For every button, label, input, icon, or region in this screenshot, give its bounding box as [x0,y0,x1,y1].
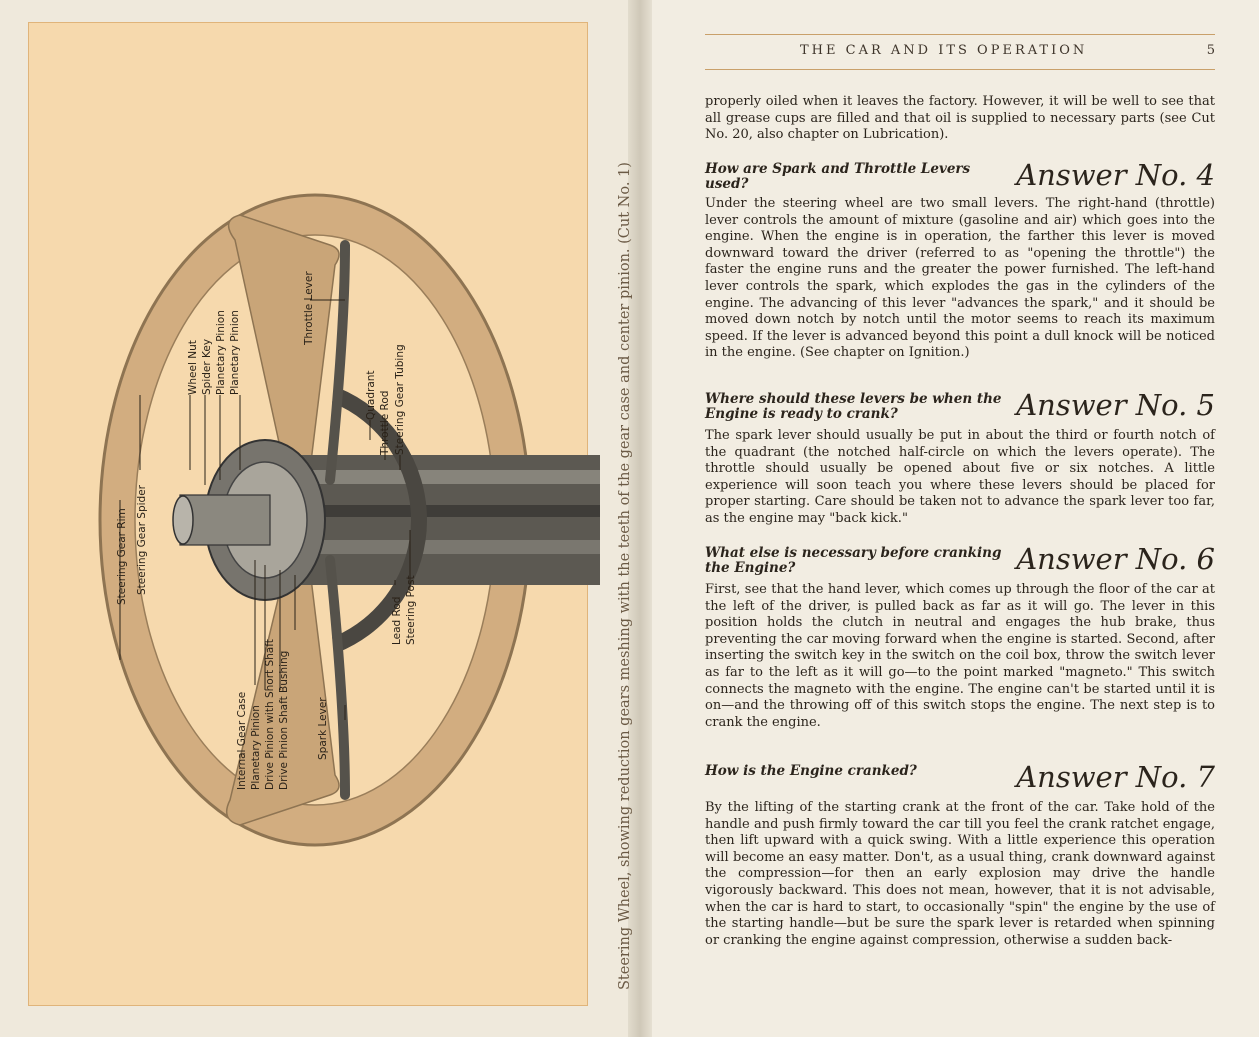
answer-text: Under the steering wheel are two small levers. The right-hand (throttle) lever controls the amount of mixture (gasoline and air) which goes into the engine. When the engine is in operation, the farther this lever is moved downward toward the driver (referred to as "opening the throttle") the faster the engine runs and the greater the power furnished. The left-hand lever controls the spark, which explodes the gas in the cylinders of the engine. The advancing of this lever "advances the spark," and it should be moved down notch by notch until the motor seems to reach its maximum speed. If the lever is advanced beyond this point a dull knock will be noticed in the engine. (See chapter on Ignition.) [705,196,1215,361]
answer-text: First, see that the hand lever, which comes up through the floor of the car at the left of the driver, is pulled back as far as it will go. The lever in this position holds the clutch in neutral and engages the hub brake, thus preventing the car moving forward when the engine is started. Second, after inserting the switch key in the switch on the coil box, throw the switch lever as far to the left as it will go—to the point marked "magneto." This switch connects the magneto with the engine. The engine can't be started until it is on—and the throwing off of this switch stops the engine. The next step is to crank the engine. [705,582,1215,730]
label-quadrant: Quadrant [365,370,377,420]
label-planetary-pinion: Planetary Pinion [250,705,262,790]
label-wheel-nut: Wheel Nut [187,340,199,395]
label-throttle-lever: Throttle Lever [303,271,315,345]
question-heading: Where should these levers be when the Engine is ready to crank? [705,391,1002,422]
label-planetary-pinion: Planetary Pinion [215,310,227,395]
question-block-4 [705,158,1215,194]
answer-label: Answer No. 5 [1016,388,1215,422]
label-spark-lever: Spark Lever [317,697,329,760]
wheel-nut [173,496,193,544]
answer-text: The spark lever should usually be put in about the third or fourth notch of the quadrant (the notched half-circle on which the levers operate). The throttle should usually be opened about five or six notches. A little experience will soon teach you where these levers should be placed for proper starting. Care should be taken not to advance the spark lever too far, as the engine may "back kick." [705,428,1215,526]
question-heading: What else is necessary before cranking the Engine? [705,545,1002,576]
answer-label: Answer No. 6 [1016,542,1215,576]
page-number: 5 [1206,43,1215,58]
answer-label: Answer No. 4 [1016,158,1215,192]
label-drive-pinion-short-shaft: Drive Pinion with Short Shaft [264,639,276,790]
question-block-6 [705,542,1215,578]
label-steering-gear-rim: Steering Gear Rim [116,508,128,605]
running-title: THE CAR AND ITS OPERATION [800,43,1088,58]
answer-label: Answer No. 7 [1016,760,1215,794]
figure-caption: Steering Wheel, showing reduction gears meshing with the teeth of the gear case and center pinion. (Cut No. 1) [617,162,633,990]
label-steering-gear-tubing: Steering Gear Tubing [394,344,406,455]
question-block-7 [705,760,1215,796]
answer-text: By the lifting of the starting crank at the front of the car. Take hold of the handle and push firmly toward the car till you feel the crank ratchet engage, then lift upward with a quick swing. With a little experience this operation will become an easy matter. Don't, as a usual thing, crank downward against the compression—for then an early explosion may drive the handle vigorously backward. This does not mean, however, that it is not advisable, when the car is hard to start, to occasionally "spin" the engine by the use of the starting handle—but be sure the spark lever is retarded when spinning or cranking the engine against compression, otherwise a sudden back- [705,800,1215,948]
running-header [705,34,1215,70]
label-throttle-rod: Throttle Rod [379,390,391,455]
question-heading: How are Spark and Throttle Levers used? [705,161,971,192]
intro-paragraph: properly oiled when it leaves the factory. However, it will be well to see that all grease cups are filled and that oil is supplied to necessary parts (see Cut No. 20, also chapter on Lubrication). [705,94,1215,143]
label-planetary-pinion: Planetary Pinion [229,310,241,395]
question-block-5 [705,388,1215,424]
label-steering-gear-spider: Steering Gear Spider [136,485,148,595]
label-drive-pinion-shaft-bushing: Drive Pinion Shaft Bushing [278,650,290,790]
question-heading: How is the Engine cranked? [705,763,917,779]
label-internal-gear-case: Internal Gear Case [236,691,248,790]
label-spider-key: Spider Key [201,338,213,395]
label-lead-rod: Lead Rod [391,596,403,645]
label-steering-post: Steering Post [405,575,417,645]
